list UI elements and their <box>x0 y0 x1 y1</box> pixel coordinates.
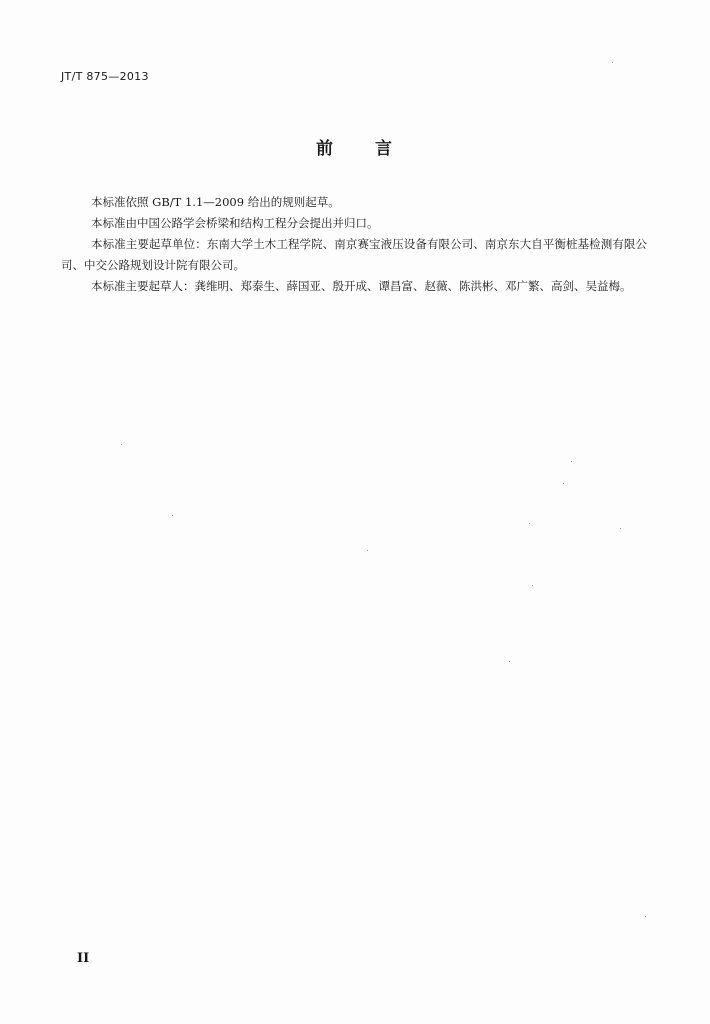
scan-speck <box>571 461 572 462</box>
scan-speck <box>645 916 646 917</box>
scan-speck <box>620 528 621 529</box>
page-title <box>0 134 710 159</box>
scan-speck <box>529 523 530 524</box>
scan-speck <box>172 515 173 516</box>
paragraph-drafting-rules: 本标准依照 GB/T 1.1—2009 给出的规则起草。 <box>91 195 340 209</box>
scan-speck <box>563 483 564 484</box>
page-number: II <box>77 951 90 966</box>
scan-speck <box>367 550 368 551</box>
paragraph-drafters: 本标准主要起草人：龚维明、郑泰生、薛国亚、殷开成、谭昌富、赵薇、陈洪彬、邓广繁、高剑、吴益梅。 <box>91 279 632 293</box>
standard-code: JT/T 875—2013 <box>61 70 149 83</box>
foreword-body <box>61 192 647 297</box>
paragraph-drafting-units: 本标准主要起草单位：东南大学土木工程学院、南京赛宝液压设备有限公司、南京东大自平衡桩基检测有限公司、中交公路规划设计院有限公司。 <box>61 237 647 272</box>
title-char-1: 前 <box>316 139 335 159</box>
scan-speck <box>121 444 122 445</box>
scan-speck <box>532 585 533 586</box>
title-char-2: 言 <box>375 139 394 159</box>
scan-speck <box>612 62 613 63</box>
scan-speck <box>509 661 510 662</box>
paragraph-proposer: 本标准由中国公路学会桥梁和结构工程分会提出并归口。 <box>91 216 379 230</box>
